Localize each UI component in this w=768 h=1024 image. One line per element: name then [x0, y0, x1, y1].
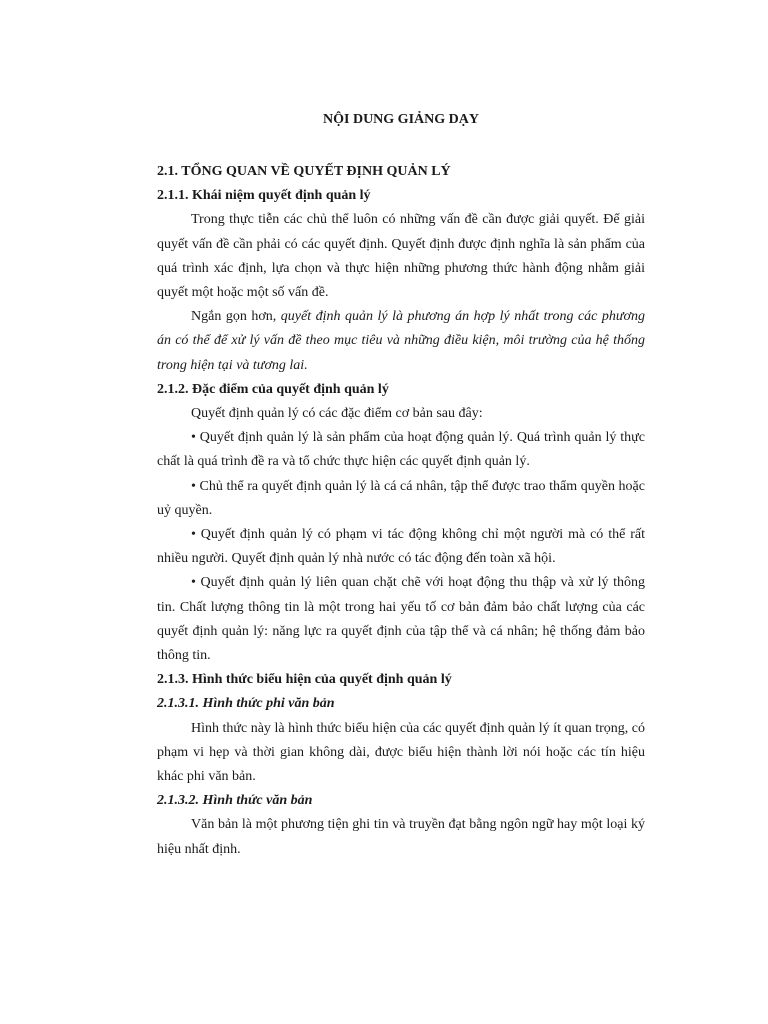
section-heading-2-1-3-2: 2.1.3.2. Hình thức văn bản	[157, 793, 313, 809]
bullet-item: • Quyết định quản lý là sản phẩm của hoạt động quản lý. Quá trình quản lý thực chất là quá trình đề ra và tổ chức thực hiện các quyết định quản lý.	[157, 430, 645, 470]
bullet-item: • Chủ thể ra quyết định quản lý là cá cá nhân, tập thể được trao thẩm quyền hoặc uỷ quyền.	[157, 478, 645, 518]
section-heading-2-1-3: 2.1.3. Hình thức biểu hiện của quyết định quản lý	[157, 672, 452, 688]
section-heading-2-1-3-1: 2.1.3.1. Hình thức phi văn bản	[157, 696, 335, 712]
bullet-item: • Quyết định quản lý liên quan chặt chẽ với hoạt động thu thập và xử lý thông tin. Chất lượng thông tin là một trong hai yếu tố cơ bản đảm bảo chất lượng của các quyết định quản lý: năng lực ra quyết định của tập thể và cá nhân; hệ thống đảm bảo thông tin.	[157, 575, 645, 664]
paragraph-intro: Quyết định quản lý có các đặc điểm cơ bản sau đây:	[191, 406, 483, 422]
paragraph-definition: Trong thực tiễn các chủ thể luôn có những vấn đề cần được giải quyết. Để giải quyết vấn đề cần phải có các quyết định. Quyết định được định nghĩa là sản phẩm của quá trình xác định, lựa chọn và thực hiện những phương thức hành động nhằm giải quyết một hoặc một số vấn đề.	[157, 212, 645, 301]
document-page	[157, 108, 645, 862]
section-heading-2-1: 2.1. TỔNG QUAN VỀ QUYẾT ĐỊNH QUẢN LÝ	[157, 164, 451, 179]
paragraph-summary	[157, 305, 645, 378]
paragraph-non-document: Hình thức này là hình thức biểu hiện của các quyết định quản lý ít quan trọng, có phạm vi hẹp và thời gian không dài, được biểu hiện thành lời nói hoặc các tín hiệu khác phi văn bản.	[157, 720, 645, 785]
section-heading-2-1-2: 2.1.2. Đặc điểm của quyết định quản lý	[157, 381, 389, 397]
page-title: NỘI DUNG GIẢNG DẠY	[323, 112, 479, 127]
summary-lead: Ngắn gọn hơn,	[191, 309, 281, 325]
paragraph-document: Văn bản là một phương tiện ghi tin và truyền đạt bằng ngôn ngữ hay một loại ký hiệu nhất định.	[157, 817, 645, 857]
section-heading-2-1-1: 2.1.1. Khái niệm quyết định quản lý	[157, 188, 371, 204]
summary-italic: quyết định quản lý là phương án hợp lý nhất trong các phương án có thể để xử lý vấn đề theo mục tiêu và những điều kiện, môi trường của hệ thống trong hiện tại và tương lai.	[157, 309, 645, 373]
bullet-item: • Quyết định quản lý có phạm vi tác động không chỉ một người mà có thể rất nhiều người. Quyết định quản lý nhà nước có tác động đến toàn xã hội.	[157, 527, 645, 567]
